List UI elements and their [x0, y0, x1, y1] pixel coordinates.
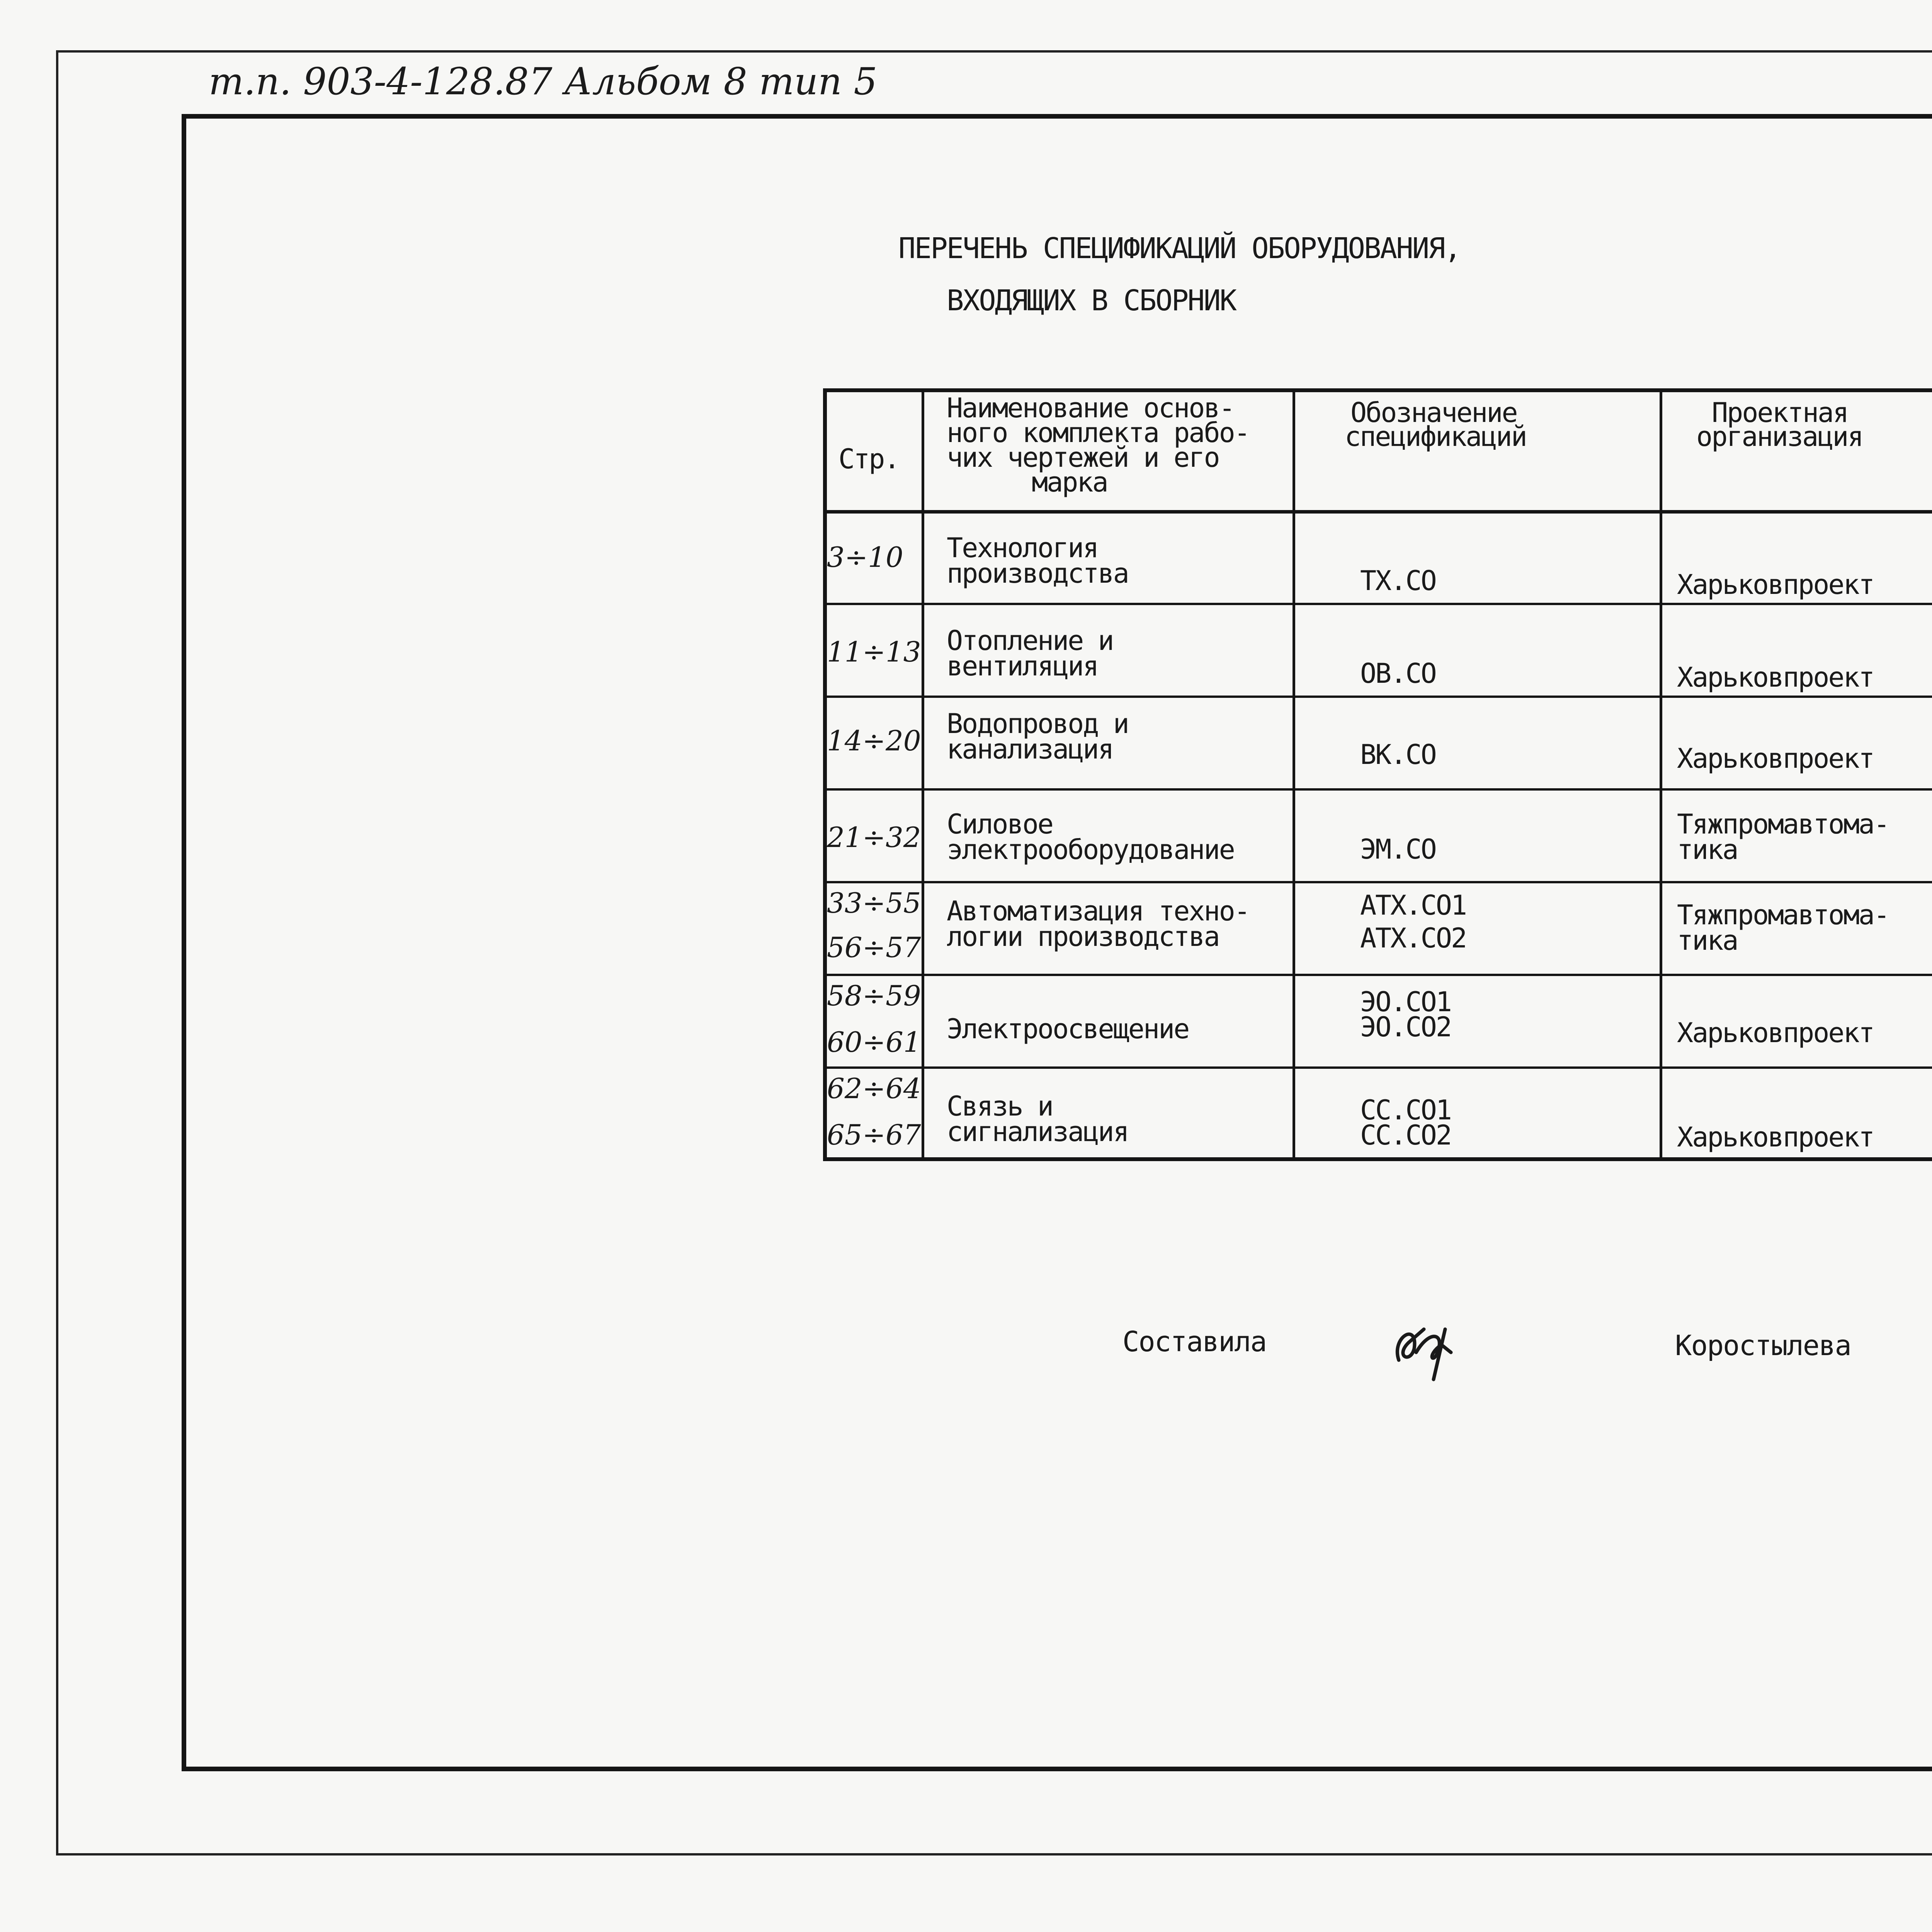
row-2-code: ОВ.СО — [1360, 658, 1436, 689]
row-2-name-line-1: Отопление и — [947, 625, 1113, 656]
row-3-code: ВК.СО — [1360, 739, 1436, 770]
row-3-pages: 14÷20 — [827, 724, 921, 757]
row-7-org: Харьковпроект — [1677, 1121, 1874, 1153]
row-1-org: Харьковпроект — [1677, 569, 1874, 600]
title-line-1: ПЕРЕЧЕНЬ СПЕЦИФИКАЦИЙ ОБОРУДОВАНИЯ, — [898, 232, 1461, 265]
header-name-line-1: Наименование основ- — [947, 392, 1234, 424]
row-divider — [827, 696, 1932, 698]
row-4-org-line-1: Тяжпромавтома- — [1677, 808, 1889, 840]
row-5-code-2: АТХ.СО2 — [1360, 922, 1466, 954]
row-divider — [827, 881, 1932, 883]
row-1-name-line-2: производства — [947, 558, 1128, 589]
header-page: Стр. — [838, 443, 899, 475]
row-6-code-2: ЭО.СО2 — [1360, 1011, 1451, 1043]
row-7-code-2: СС.СО2 — [1360, 1119, 1451, 1151]
row-7-name-line-2: сигнализация — [947, 1116, 1128, 1148]
header-organization-line-2: организация — [1696, 421, 1863, 452]
row-5-code-1: АТХ.СО1 — [1360, 889, 1466, 921]
row-7-pages-2: 65÷67 — [827, 1119, 921, 1151]
row-4-pages: 21÷32 — [827, 821, 921, 854]
header-name-line-3: чих чертежей и его — [947, 442, 1219, 473]
row-5-pages-1: 33÷55 — [827, 887, 921, 919]
row-7-code-1: СС.СО1 — [1360, 1094, 1451, 1126]
column-divider — [922, 392, 924, 1157]
header-divider — [827, 510, 1932, 514]
row-2-pages: 11÷13 — [827, 636, 921, 668]
row-divider — [827, 603, 1932, 605]
column-divider — [1293, 392, 1295, 1157]
title-line-2: ВХОДЯЩИХ В СБОРНИК — [947, 284, 1236, 317]
row-4-name-line-2: электрооборудование — [947, 834, 1234, 866]
row-2-org: Харьковпроект — [1677, 662, 1874, 693]
compiled-by-label: Составила — [1122, 1325, 1267, 1358]
row-2-name-line-2: вентиляция — [947, 650, 1098, 682]
row-1-pages: 3÷10 — [827, 541, 903, 573]
row-6-pages-1: 58÷59 — [827, 980, 921, 1012]
row-5-org-line-1: Тяжпромавтома- — [1677, 899, 1889, 931]
project-code: т.п. 903-4-128.87 Альбом 8 тип 5 — [209, 60, 878, 103]
row-6-name: Электроосвещение — [947, 1013, 1189, 1045]
row-5-name-line-2: логии производства — [947, 921, 1219, 952]
compiler-name: Коростылева — [1675, 1329, 1851, 1362]
row-7-pages-1: 62÷64 — [827, 1072, 921, 1105]
row-3-name-line-2: канализация — [947, 733, 1113, 765]
row-6-pages-2: 60÷61 — [827, 1026, 921, 1058]
header-designation-line-2: спецификаций — [1345, 421, 1526, 452]
row-5-org-line-2: тика — [1677, 925, 1738, 956]
row-3-name-line-1: Водопровод и — [947, 708, 1128, 740]
row-3-org: Харьковпроект — [1677, 743, 1874, 774]
row-4-code: ЭМ.СО — [1360, 833, 1436, 865]
row-4-name-line-1: Силовое — [947, 808, 1053, 840]
header-name-line-4: марка — [1032, 466, 1107, 498]
row-divider — [827, 1066, 1932, 1069]
specifications-table — [823, 388, 1932, 1161]
row-6-code-1: ЭО.СО1 — [1360, 986, 1451, 1018]
row-5-name-line-1: Автоматизация техно- — [947, 895, 1249, 927]
header-organization-line-1: Проектная — [1712, 397, 1848, 429]
column-divider — [1660, 392, 1662, 1157]
row-divider — [827, 974, 1932, 976]
row-5-pages-2: 56÷57 — [827, 931, 921, 964]
row-6-org: Харьковпроект — [1677, 1017, 1874, 1049]
row-1-name-line-1: Технология — [947, 532, 1098, 564]
row-divider — [827, 788, 1932, 791]
row-7-name-line-1: Связь и — [947, 1090, 1053, 1122]
signature-mark — [1387, 1306, 1472, 1383]
header-designation-line-1: Обозначение — [1350, 397, 1517, 429]
row-4-org-line-2: тика — [1677, 834, 1738, 866]
header-name-line-2: ного комплекта рабо- — [947, 417, 1249, 449]
row-1-code: ТХ.СО — [1360, 565, 1436, 597]
